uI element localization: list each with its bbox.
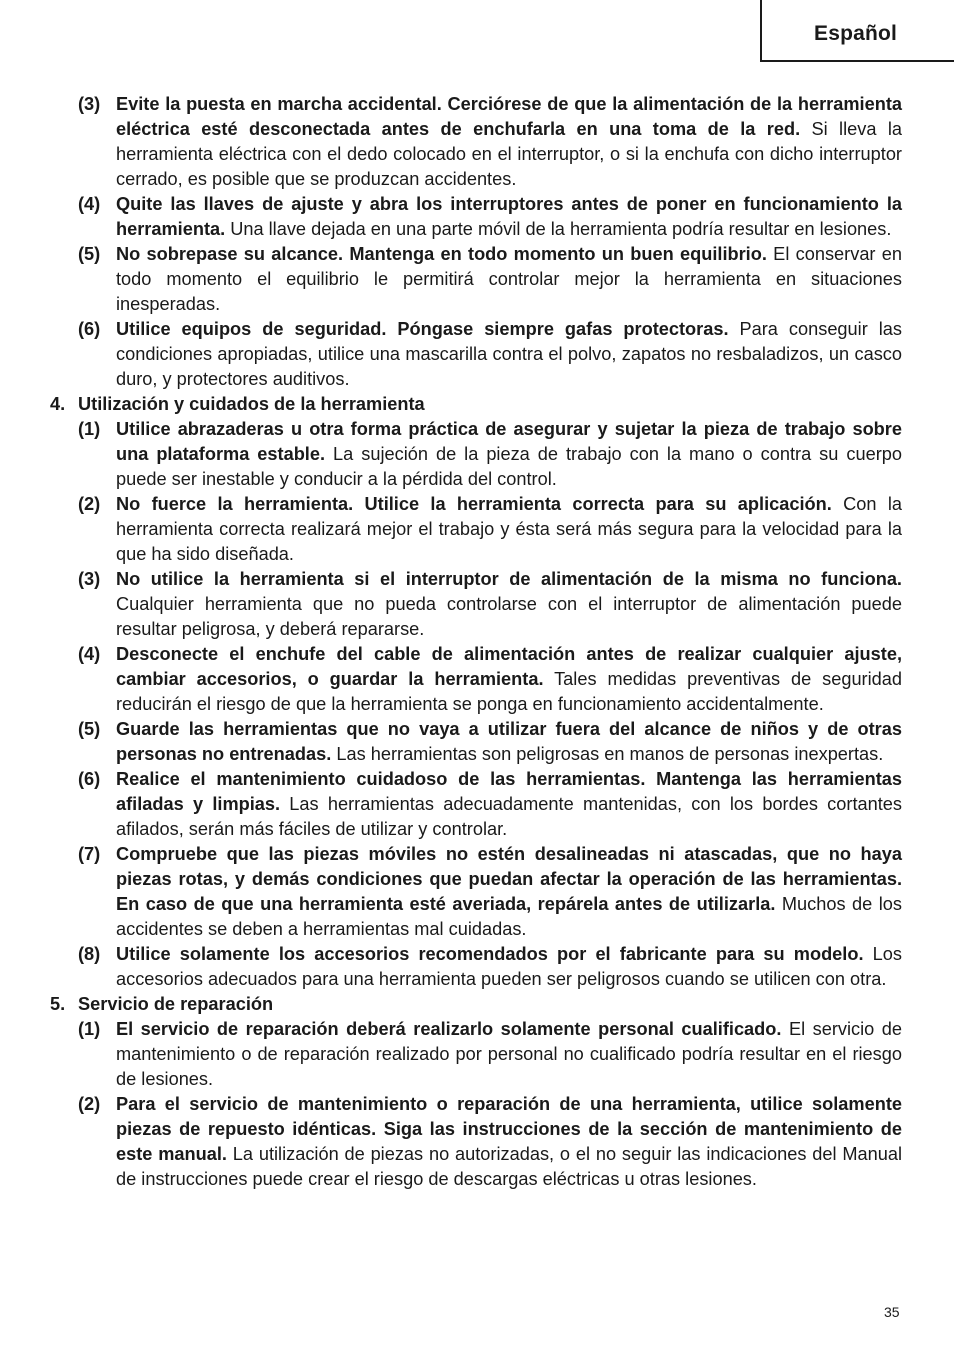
item-number: (3) bbox=[78, 94, 101, 114]
item-text bbox=[116, 1092, 902, 1192]
item-text bbox=[116, 492, 902, 567]
language-tab bbox=[760, 0, 954, 62]
item-number: (1) bbox=[78, 419, 101, 439]
item-body-text: Para conseguir las condiciones apropiadas, utilice una mascarilla contra el polvo, zapatos no resbaladizos, un casco duro, y protectores auditivos. bbox=[116, 319, 902, 389]
list-item bbox=[50, 642, 902, 717]
list-item bbox=[50, 92, 902, 192]
item-text bbox=[116, 242, 902, 317]
list-item bbox=[50, 317, 902, 392]
item-body-text: Tales medidas preventivas de seguridad reducirán el riesgo de que la herramienta se ponga en funcionamiento accidentalmente. bbox=[116, 669, 902, 714]
item-number: (7) bbox=[78, 844, 101, 864]
item-text bbox=[116, 642, 902, 717]
list-item bbox=[50, 1092, 902, 1192]
item-body-text: Las herramientas adecuadamente mantenidas, con los bordes cortantes afilados, serán más fáciles de utilizar y controlar. bbox=[116, 794, 902, 839]
item-bold-text: Desconecte el enchufe del cable de alimentación antes de realizar cualquier ajuste, cambiar accesorios, o guardar la herramienta. bbox=[116, 644, 902, 689]
item-number: (4) bbox=[78, 644, 101, 664]
item-number: (1) bbox=[78, 1019, 101, 1039]
list-item bbox=[50, 192, 902, 242]
item-number: (6) bbox=[78, 319, 101, 339]
item-body-text: Muchos de los accidentes se deben a herramientas mal cuidadas. bbox=[116, 894, 902, 939]
item-number: (5) bbox=[78, 244, 101, 264]
list-item bbox=[50, 717, 902, 767]
item-text bbox=[116, 767, 902, 842]
section-number: 4. bbox=[50, 394, 66, 414]
item-number: (5) bbox=[78, 719, 101, 739]
item-body-text: Los accesorios adecuados para una herramienta pueden ser peligrosos cuando se utilicen con otra. bbox=[116, 944, 902, 989]
item-body-text: El servicio de mantenimiento o de reparación realizado por personal no cualificado podría resultar en el riesgo de lesiones. bbox=[116, 1019, 902, 1089]
item-body-text: Cualquier herramienta que no pueda controlarse con el interruptor de alimentación puede resultar peligrosa, y deberá repararse. bbox=[116, 594, 902, 639]
item-number: (3) bbox=[78, 569, 101, 589]
item-bold-text: Compruebe que las piezas móviles no estén desalineadas ni atascadas, que no haya piezas rotas, y demás condiciones que puedan afectar la operación de las herramientas. En caso de que una herramienta esté averiada, repárela antes de utilizarla. bbox=[116, 844, 902, 914]
list-item bbox=[50, 1017, 902, 1092]
item-body-text: Las herramientas son peligrosas en manos de personas inexpertas. bbox=[331, 744, 884, 764]
list-item bbox=[50, 942, 902, 992]
list-item bbox=[50, 417, 902, 492]
item-number: (4) bbox=[78, 194, 101, 214]
item-bold-text: Evite la puesta en marcha accidental. Cerciórese de que la alimentación de la herramienta eléctrica esté desconectada antes de enchufarla en una toma de la red. bbox=[116, 94, 902, 139]
item-text bbox=[116, 92, 902, 192]
item-bold-text: El servicio de reparación deberá realizarlo solamente personal cualificado. bbox=[116, 1019, 782, 1039]
item-bold-text: No sobrepase su alcance. Mantenga en todo momento un buen equilibrio. bbox=[116, 244, 767, 264]
section-number: 5. bbox=[50, 994, 66, 1014]
item-body-text: El conservar en todo momento el equilibrio le permitirá controlar mejor la herramienta en situaciones inesperadas. bbox=[116, 244, 902, 314]
item-text bbox=[116, 942, 902, 992]
item-text bbox=[116, 317, 902, 392]
section-title: Utilización y cuidados de la herramienta bbox=[78, 394, 425, 414]
list-item bbox=[50, 767, 902, 842]
item-number: (2) bbox=[78, 1094, 101, 1114]
item-bold-text: No fuerce la herramienta. Utilice la herramienta correcta para su aplicación. bbox=[116, 494, 832, 514]
list-item bbox=[50, 567, 902, 642]
item-bold-text: Utilice solamente los accesorios recomendados por el fabricante para su modelo. bbox=[116, 944, 864, 964]
item-body-text: La utilización de piezas no autorizadas, o el no seguir las indicaciones del Manual de instrucciones puede crear el riesgo de descargas eléctricas u otras lesiones. bbox=[116, 1144, 902, 1189]
list-item bbox=[50, 842, 902, 942]
page-number: 35 bbox=[884, 1304, 900, 1320]
item-bold-text: Utilice equipos de seguridad. Póngase siempre gafas protectoras. bbox=[116, 319, 729, 339]
item-body-text: Con la herramienta correcta realizará mejor el trabajo y ésta será más segura para la velocidad para la que ha sido diseñada. bbox=[116, 494, 902, 564]
list-item bbox=[50, 242, 902, 317]
language-label: Español bbox=[814, 22, 898, 45]
item-number: (2) bbox=[78, 494, 101, 514]
item-bold-text: Quite las llaves de ajuste y abra los interruptores antes de poner en funcionamiento la herramienta. bbox=[116, 194, 902, 239]
item-text bbox=[116, 417, 902, 492]
item-body-text: Una llave dejada en una parte móvil de la herramienta podría resultar en lesiones. bbox=[225, 219, 892, 239]
item-body-text: La sujeción de la pieza de trabajo con la mano o contra su cuerpo puede ser inestable y conducir a la pérdida del control. bbox=[116, 444, 902, 489]
item-text bbox=[116, 192, 902, 242]
section-heading bbox=[50, 392, 902, 417]
section-title: Servicio de reparación bbox=[78, 994, 274, 1014]
list-item bbox=[50, 492, 902, 567]
item-text bbox=[116, 567, 902, 642]
document-body bbox=[50, 92, 902, 1192]
item-number: (6) bbox=[78, 769, 101, 789]
item-text bbox=[116, 1017, 902, 1092]
item-text bbox=[116, 842, 902, 942]
item-bold-text: Realice el mantenimiento cuidadoso de las herramientas. Mantenga las herramientas afiladas y limpias. bbox=[116, 769, 902, 814]
item-text bbox=[116, 717, 902, 767]
item-body-text: Si lleva la herramienta eléctrica con el dedo colocado en el interruptor, o si la enchufa con dicho interruptor cerrado, es posible que se produzcan accidentes. bbox=[116, 119, 902, 189]
section-heading bbox=[50, 992, 902, 1017]
item-bold-text: Utilice abrazaderas u otra forma práctica de asegurar y sujetar la pieza de trabajo sobre una plataforma estable. bbox=[116, 419, 902, 464]
item-bold-text: No utilice la herramienta si el interruptor de alimentación de la misma no funciona. bbox=[116, 569, 902, 589]
item-bold-text: Guarde las herramientas que no vaya a utilizar fuera del alcance de niños y de otras personas no entrenadas. bbox=[116, 719, 902, 764]
item-number: (8) bbox=[78, 944, 101, 964]
item-bold-text: Para el servicio de mantenimiento o reparación de una herramienta, utilice solamente piezas de repuesto idénticas. Siga las instrucciones de la sección de mantenimiento de este manual. bbox=[116, 1094, 902, 1164]
